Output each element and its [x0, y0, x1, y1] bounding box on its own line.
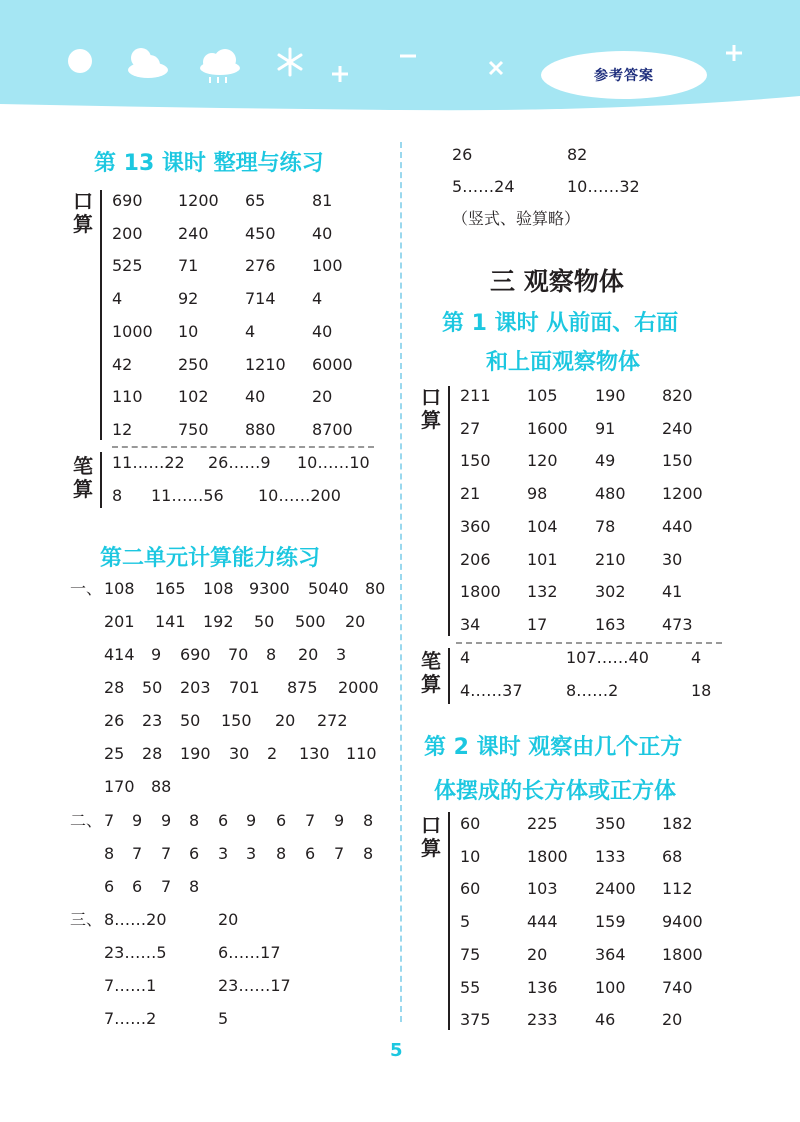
answer-value: 7	[305, 811, 316, 830]
answer-value: 5……24	[452, 177, 515, 196]
page-number: 5	[390, 1040, 403, 1061]
answer-value: 210	[595, 549, 626, 569]
sun-icon	[68, 49, 92, 73]
answer-value: 133	[595, 846, 626, 866]
answer-value: 7	[132, 844, 143, 863]
answer-value: 6	[189, 844, 200, 863]
answer-value: 8	[189, 811, 200, 830]
answer-value: 11……56	[151, 486, 224, 505]
answer-value: 18	[691, 681, 712, 700]
answer-value: 1200	[662, 484, 703, 504]
lesson-2-title-line2: 体摆成的长方体或正方体	[434, 779, 677, 804]
answer-value: 101	[527, 549, 558, 569]
answer-value: 102	[178, 387, 209, 407]
answer-value: 250	[178, 354, 209, 374]
answer-value: 7	[161, 877, 172, 896]
answer-value: 1800	[460, 582, 501, 602]
answer-value: 240	[178, 223, 209, 243]
answer-value: 8	[104, 844, 115, 863]
answer-value: 1200	[178, 191, 219, 210]
answer-value: 28	[104, 678, 125, 697]
answer-value: 112	[662, 879, 693, 899]
answer-value: 70	[228, 645, 249, 664]
answer-value: 30	[662, 549, 683, 569]
lesson-1-title-line2: 和上面观察物体	[486, 350, 641, 375]
answer-value: 23……17	[218, 976, 291, 995]
answer-value: 20	[312, 387, 333, 407]
answer-value: 120	[527, 451, 558, 471]
unit2-practice-title: 第二单元计算能力练习	[100, 546, 321, 571]
answer-value: 1600	[527, 418, 568, 438]
answer-value: 50	[254, 612, 275, 631]
answer-value: 91	[595, 418, 616, 438]
answer-value: 92	[178, 289, 199, 309]
answer-value: 9	[246, 811, 257, 830]
answer-value: 104	[527, 516, 558, 536]
answer-value: 55	[460, 977, 481, 997]
answer-value: 450	[245, 223, 276, 243]
answer-value: 105	[527, 386, 558, 405]
answer-value: 5	[460, 912, 471, 932]
answer-value: 480	[595, 484, 626, 504]
answer-value: 2400	[595, 879, 636, 899]
answer-value: 4	[312, 289, 323, 309]
answer-value: 701	[229, 678, 260, 697]
answer-value: 6000	[312, 354, 353, 374]
answer-value: 3	[336, 645, 347, 664]
answer-value: 7	[104, 811, 115, 830]
answer-value: 6	[132, 877, 143, 896]
answer-value: 8700	[312, 419, 353, 439]
answer-value: 714	[245, 289, 276, 309]
answer-value: 110	[346, 744, 377, 763]
answer-value: 41	[662, 582, 683, 602]
answer-key-badge: 参考答案	[541, 51, 707, 99]
answer-value: 211	[460, 386, 491, 405]
answer-value: 690	[112, 191, 143, 210]
answer-value: 525	[112, 256, 143, 276]
written-calc-label: 笔算	[421, 649, 441, 696]
answer-value: 8	[189, 877, 200, 896]
part-2-marker: 二、	[70, 811, 103, 830]
answer-value: 141	[155, 612, 186, 631]
oral-calc-label: 口算	[73, 189, 93, 236]
answer-value: 49	[595, 451, 616, 471]
answer-value: 444	[527, 912, 558, 932]
answer-value: 12	[112, 419, 133, 439]
written-calc-label: 笔算	[73, 454, 93, 501]
answer-value: 9	[161, 811, 172, 830]
answer-value: 8	[112, 486, 123, 505]
answer-value: 414	[104, 645, 135, 664]
answer-value: 233	[527, 1010, 558, 1030]
answer-value: 68	[662, 846, 683, 866]
answer-value: 9400	[662, 912, 703, 932]
answer-value: 1800	[527, 846, 568, 866]
answer-value: 206	[460, 549, 491, 569]
section-separator	[456, 642, 722, 644]
answer-value: 170	[104, 777, 135, 796]
answer-value: 5	[218, 1009, 229, 1028]
answer-value: 30	[229, 744, 250, 763]
answer-value: 107……40	[566, 648, 649, 667]
answer-value: 1210	[245, 354, 286, 374]
answer-value: 100	[595, 977, 626, 997]
answer-value: 9	[334, 811, 345, 830]
answer-value: 2	[267, 744, 278, 763]
answer-value: 203	[180, 678, 211, 697]
answer-value: 276	[245, 256, 276, 276]
answer-value: 88	[151, 777, 172, 796]
answer-value: 6	[276, 811, 287, 830]
answer-value: 10	[460, 846, 481, 866]
answer-value: 7	[334, 844, 345, 863]
answer-value: 26	[104, 711, 125, 730]
answer-value: 20	[275, 711, 296, 730]
answer-value: 3	[246, 844, 257, 863]
answer-value: 8	[363, 811, 374, 830]
answer-value: 132	[527, 582, 558, 602]
answer-value: 1000	[112, 321, 153, 341]
answer-value: 7	[161, 844, 172, 863]
answer-value: 2000	[338, 678, 379, 697]
answer-value: 75	[460, 944, 481, 964]
answer-value: 4……37	[460, 681, 523, 700]
answer-value: 98	[527, 484, 548, 504]
answer-value: 4	[112, 289, 123, 309]
answer-value: 440	[662, 516, 693, 536]
written-calc-bar	[448, 648, 450, 704]
answer-value: 40	[312, 321, 333, 341]
answer-value: 100	[312, 256, 343, 276]
answer-value: 108	[104, 579, 135, 598]
answer-value: 473	[662, 614, 693, 634]
note-text: （竖式、验算略）	[452, 209, 581, 228]
answer-value: 80	[365, 579, 386, 598]
answer-value: 65	[245, 191, 266, 210]
answer-value: 150	[460, 451, 491, 471]
answer-value: 190	[595, 386, 626, 405]
answer-value: 26	[452, 145, 473, 164]
lesson-13-title: 第 13 课时 整理与练习	[94, 151, 324, 176]
answer-value: 201	[104, 612, 135, 631]
answer-value: 8	[276, 844, 287, 863]
answer-value: 34	[460, 614, 481, 634]
answer-value: 50	[142, 678, 163, 697]
answer-value: 240	[662, 418, 693, 438]
answer-value: 17	[527, 614, 548, 634]
answer-value: 7……2	[104, 1009, 157, 1028]
answer-value: 6	[305, 844, 316, 863]
answer-value: 3	[218, 844, 229, 863]
answer-value: 500	[295, 612, 326, 631]
answer-value: 130	[299, 744, 330, 763]
answer-value: 820	[662, 386, 693, 405]
answer-value: 21	[460, 484, 481, 504]
answer-value: 7……1	[104, 976, 157, 995]
answer-value: 163	[595, 614, 626, 634]
answer-value: 27	[460, 418, 481, 438]
answer-value: 880	[245, 419, 276, 439]
answer-value: 4	[245, 321, 256, 341]
answer-value: 9	[132, 811, 143, 830]
oral-calc-bar	[448, 812, 450, 1030]
answer-value: 26……9	[208, 453, 271, 472]
answer-value: 4	[691, 648, 702, 667]
answer-value: 375	[460, 1010, 491, 1030]
answer-value: 350	[595, 814, 626, 833]
answer-value: 23……5	[104, 943, 167, 962]
answer-value: 200	[112, 223, 143, 243]
answer-value: 10……200	[258, 486, 341, 505]
answer-value: 25	[104, 744, 125, 763]
part-3-marker: 三、	[70, 910, 103, 929]
answer-value: 11……22	[112, 453, 185, 472]
answer-value: 20	[298, 645, 319, 664]
unit3-title: 三 观察物体	[490, 267, 624, 296]
answer-value: 82	[567, 145, 588, 164]
answer-value: 5040	[308, 579, 349, 598]
answer-value: 23	[142, 711, 163, 730]
answer-value: 103	[527, 879, 558, 899]
answer-value: 8……2	[566, 681, 619, 700]
answer-value: 165	[155, 579, 186, 598]
answer-value: 110	[112, 387, 143, 407]
answer-value: 81	[312, 191, 333, 210]
answer-value: 20	[218, 910, 239, 929]
answer-value: 40	[245, 387, 266, 407]
answer-value: 225	[527, 814, 558, 833]
answer-value: 60	[460, 879, 481, 899]
lesson-2-title: 第 2 课时 观察由几个正方	[424, 735, 683, 760]
answer-value: 20	[345, 612, 366, 631]
answer-value: 10	[178, 321, 199, 341]
answer-value: 272	[317, 711, 348, 730]
answer-value: 150	[221, 711, 252, 730]
answer-value: 6……17	[218, 943, 281, 962]
answer-value: 71	[178, 256, 199, 276]
answer-value: 20	[662, 1010, 683, 1030]
answer-value: 740	[662, 977, 693, 997]
answer-value: 159	[595, 912, 626, 932]
answer-value: 40	[312, 223, 333, 243]
answer-value: 750	[178, 419, 209, 439]
answer-value: 1800	[662, 944, 703, 964]
answer-value: 8……20	[104, 910, 167, 929]
answer-value: 108	[203, 579, 234, 598]
answer-value: 182	[662, 814, 693, 833]
lesson-1-title: 第 1 课时 从前面、右面	[442, 311, 679, 336]
answer-value: 690	[180, 645, 211, 664]
answer-value: 28	[142, 744, 163, 763]
oral-calc-label: 口算	[421, 385, 441, 432]
answer-value: 10……32	[567, 177, 640, 196]
written-calc-bar	[100, 452, 102, 508]
column-divider	[400, 142, 402, 1022]
answer-value: 20	[527, 944, 548, 964]
answer-value: 192	[203, 612, 234, 631]
answer-value: 50	[180, 711, 201, 730]
answer-value: 190	[180, 744, 211, 763]
answer-value: 360	[460, 516, 491, 536]
answer-value: 4	[460, 648, 471, 667]
oral-calc-label: 口算	[421, 813, 441, 860]
answer-value: 78	[595, 516, 616, 536]
answer-value: 9300	[249, 579, 290, 598]
answer-value: 875	[287, 678, 318, 697]
answer-value: 42	[112, 354, 133, 374]
answer-value: 136	[527, 977, 558, 997]
oral-calc-bar	[448, 386, 450, 636]
part-1-marker: 一、	[70, 579, 103, 598]
answer-value: 364	[595, 944, 626, 964]
answer-value: 10……10	[297, 453, 370, 472]
oral-calc-bar	[100, 190, 102, 440]
answer-value: 60	[460, 814, 481, 833]
answer-value: 6	[218, 811, 229, 830]
answer-value: 9	[151, 645, 162, 664]
answer-value: 46	[595, 1010, 616, 1030]
answer-value: 150	[662, 451, 693, 471]
answer-value: 302	[595, 582, 626, 602]
answer-value: 8	[266, 645, 277, 664]
section-separator	[112, 446, 374, 448]
answer-value: 6	[104, 877, 115, 896]
answer-value: 8	[363, 844, 374, 863]
